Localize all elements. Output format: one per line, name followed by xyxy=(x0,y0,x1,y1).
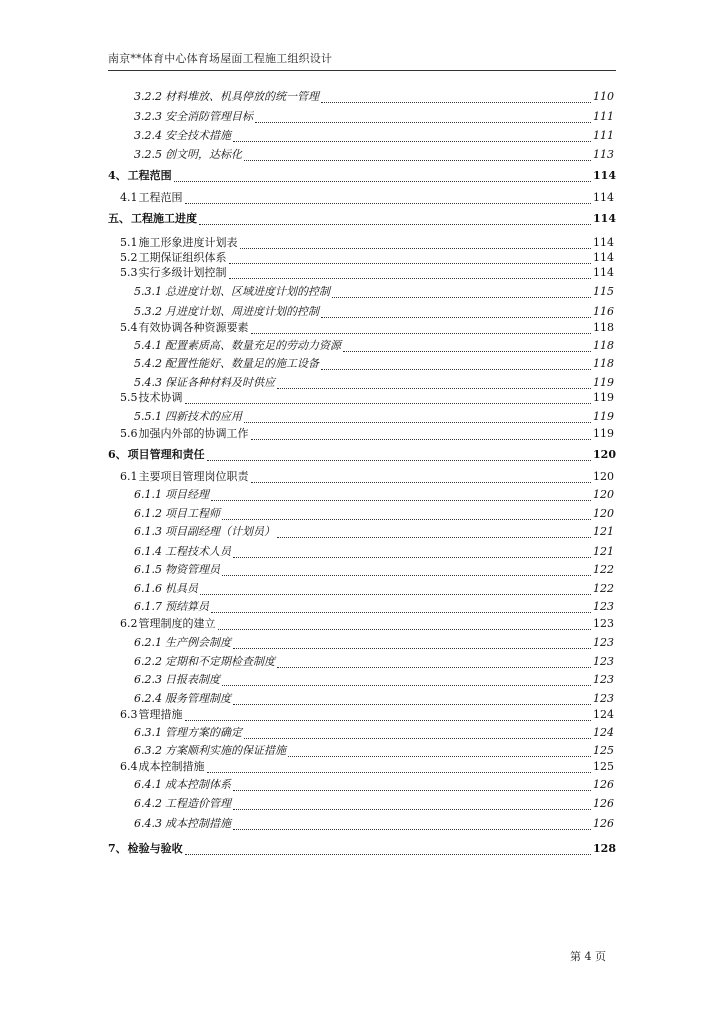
toc-leader-dots xyxy=(222,511,591,520)
page-number: 第 4 页 xyxy=(570,950,606,963)
toc-entry-number: 3.2.2 xyxy=(134,90,162,103)
toc-entry-title xyxy=(134,582,198,596)
toc-leader-dots xyxy=(222,567,591,576)
toc-entry-text: 管理措施 xyxy=(138,708,183,721)
toc-leader-dots xyxy=(218,621,592,630)
toc-leader-dots xyxy=(321,361,591,370)
toc-entry-number: 6.4.2 xyxy=(134,797,162,810)
toc-entry-page: 119 xyxy=(593,427,614,440)
toc-entry-page: 110 xyxy=(593,90,614,103)
toc-entry-text: 生产例会制度 xyxy=(165,636,231,649)
toc-entry-number: 5.3.1 xyxy=(134,285,162,298)
toc-entry-number: 五、 xyxy=(108,212,130,225)
toc-entry-text: 预结算员 xyxy=(165,600,209,613)
toc-entry-number: 5.4.3 xyxy=(134,376,162,389)
toc-leader-dots xyxy=(233,549,591,558)
toc-entry-page: 123 xyxy=(593,692,614,705)
toc-entry-page: 118 xyxy=(593,357,614,370)
toc-entry[interactable] xyxy=(120,251,614,265)
toc-entry-page: 114 xyxy=(593,212,616,225)
toc-entry-title xyxy=(134,797,231,811)
toc-entry-text: 月进度计划、周进度计划的控制 xyxy=(165,305,319,318)
toc-entry-number: 6.2.3 xyxy=(134,673,162,686)
toc-entry[interactable] xyxy=(120,708,614,722)
toc-entry-text: 管理方案的确定 xyxy=(165,726,242,739)
toc-entry-title xyxy=(108,212,197,226)
toc-entry[interactable] xyxy=(134,545,614,559)
toc-entry-title xyxy=(134,410,242,424)
toc-entry-text: 保证各种材料及时供应 xyxy=(165,376,275,389)
toc-entry-page: 116 xyxy=(593,305,614,318)
toc-leader-dots xyxy=(185,195,592,204)
toc-leader-dots xyxy=(251,474,592,483)
toc-entry-title xyxy=(134,525,275,539)
toc-entry-page: 122 xyxy=(593,582,614,595)
toc-leader-dots xyxy=(277,529,591,538)
toc-entry[interactable] xyxy=(134,778,614,792)
toc-entry-page: 114 xyxy=(593,191,614,204)
toc-entry-title xyxy=(134,655,275,669)
toc-entry-text: 服务管理制度 xyxy=(165,692,231,705)
toc-entry-text: 工期保证组织体系 xyxy=(138,251,227,264)
toc-entry-title xyxy=(120,760,205,774)
toc-entry-page: 115 xyxy=(593,285,614,298)
toc-entry-page: 121 xyxy=(593,525,614,538)
toc-entry[interactable] xyxy=(134,636,614,650)
toc-entry[interactable] xyxy=(120,391,614,405)
toc-entry[interactable] xyxy=(134,563,614,577)
toc-entry[interactable] xyxy=(120,236,614,250)
toc-entry[interactable] xyxy=(134,410,614,424)
toc-entry-title xyxy=(134,357,319,371)
toc-entry-text: 方案顺利实施的保证措施 xyxy=(165,744,286,757)
toc-leader-dots xyxy=(233,801,591,810)
toc-entry-page: 123 xyxy=(593,673,614,686)
toc-entry-page: 120 xyxy=(593,507,614,520)
toc-leader-dots xyxy=(240,240,592,249)
toc-entry-title xyxy=(120,251,227,265)
toc-leader-dots xyxy=(207,452,591,461)
toc-entry[interactable] xyxy=(108,448,616,462)
toc-entry-title xyxy=(120,391,183,405)
toc-entry-title xyxy=(134,600,209,614)
toc-entry[interactable] xyxy=(134,110,614,124)
toc-entry-number: 6.1.1 xyxy=(134,488,162,501)
toc-leader-dots xyxy=(174,173,591,182)
toc-entry-title xyxy=(134,285,330,299)
toc-entry-number: 5.2 xyxy=(120,251,138,264)
toc-entry-number: 4、 xyxy=(108,169,127,182)
toc-entry-number: 4.1 xyxy=(120,191,138,204)
running-header: 南京**体育中心体育场屋面工程施工组织设计 xyxy=(108,52,333,65)
toc-entry-title xyxy=(120,321,249,335)
toc-entry-title xyxy=(120,708,183,722)
toc-entry-page: 123 xyxy=(593,617,614,630)
toc-entry-page: 118 xyxy=(593,339,614,352)
toc-entry-text: 配置素质高、数量充足的劳动力资源 xyxy=(165,339,341,352)
toc-entry-number: 5.3 xyxy=(120,266,138,279)
toc-entry-number: 6.3.1 xyxy=(134,726,162,739)
toc-entry-text: 管理制度的建立 xyxy=(138,617,216,630)
toc-entry-page: 114 xyxy=(593,266,614,279)
toc-entry-number: 5.5 xyxy=(120,391,138,404)
toc-entry[interactable] xyxy=(134,744,614,758)
toc-entry-page: 126 xyxy=(593,797,614,810)
toc-entry-number: 6.4.1 xyxy=(134,778,162,791)
toc-entry-title xyxy=(120,427,249,441)
toc-entry-title xyxy=(134,726,242,740)
toc-entry-number: 5.4.1 xyxy=(134,339,162,352)
toc-entry-text: 项目工程师 xyxy=(165,507,220,520)
toc-leader-dots xyxy=(332,289,591,298)
toc-entry-page: 113 xyxy=(593,148,614,161)
toc-entry-number: 3.2.4 xyxy=(134,129,162,142)
toc-entry-title xyxy=(134,778,231,792)
toc-entry-text: 项目副经理（计划员） xyxy=(165,525,275,538)
toc-entry-page: 120 xyxy=(593,448,616,461)
toc-entry[interactable] xyxy=(108,212,616,226)
toc-entry-title xyxy=(134,305,319,319)
toc-entry-page: 119 xyxy=(593,376,614,389)
toc-leader-dots xyxy=(233,821,591,830)
toc-entry[interactable] xyxy=(134,129,614,143)
toc-entry[interactable] xyxy=(134,339,614,353)
toc-entry-text: 工程范围 xyxy=(138,191,183,204)
toc-entry[interactable] xyxy=(134,797,614,811)
header-rule xyxy=(108,70,616,71)
toc-entry[interactable] xyxy=(134,582,614,596)
toc-entry-title xyxy=(134,90,319,104)
toc-entry-number: 6.1.3 xyxy=(134,525,162,538)
toc-entry-page: 128 xyxy=(593,842,616,855)
toc-entry-title xyxy=(134,673,220,687)
toc-entry[interactable] xyxy=(120,760,614,774)
toc-entry[interactable] xyxy=(134,507,614,521)
toc-entry-number: 5.4 xyxy=(120,321,138,334)
toc-entry-title xyxy=(120,470,249,484)
toc-leader-dots xyxy=(233,696,591,705)
toc-entry-number: 3.2.5 xyxy=(134,148,162,161)
toc-entry[interactable] xyxy=(134,305,614,319)
toc-entry-title xyxy=(120,236,238,250)
toc-entry-number: 6、 xyxy=(108,448,127,461)
toc-entry[interactable] xyxy=(120,266,614,280)
toc-leader-dots xyxy=(233,640,591,649)
toc-entry-page: 126 xyxy=(593,817,614,830)
toc-entry[interactable] xyxy=(120,191,614,205)
toc-entry-title xyxy=(134,110,253,124)
toc-leader-dots xyxy=(251,431,592,440)
toc-entry-text: 总进度计划、区域进度计划的控制 xyxy=(165,285,330,298)
toc-entry-text: 机具员 xyxy=(165,582,198,595)
toc-entry-page: 124 xyxy=(593,708,614,721)
toc-entry[interactable] xyxy=(108,842,616,856)
toc-leader-dots xyxy=(211,604,591,613)
toc-leader-dots xyxy=(233,782,591,791)
toc-entry-title xyxy=(134,376,275,390)
toc-entry-text: 成本控制措施 xyxy=(138,760,205,773)
toc-entry-title xyxy=(134,563,220,577)
toc-entry-text: 安全技术措施 xyxy=(165,129,231,142)
toc-entry-title xyxy=(134,129,231,143)
toc-leader-dots xyxy=(321,94,591,103)
toc-entry-text: 成本控制措施 xyxy=(165,817,231,830)
toc-entry-text: 项目经理 xyxy=(165,488,209,501)
toc-entry[interactable] xyxy=(108,169,616,183)
toc-entry-text: 日报表制度 xyxy=(165,673,220,686)
toc-leader-dots xyxy=(229,255,592,264)
toc-entry-page: 123 xyxy=(593,655,614,668)
toc-leader-dots xyxy=(185,846,591,855)
toc-entry[interactable] xyxy=(134,90,614,104)
toc-entry-text: 物资管理员 xyxy=(165,563,220,576)
toc-leader-dots xyxy=(229,270,592,279)
toc-entry[interactable] xyxy=(120,427,614,441)
toc-leader-dots xyxy=(277,659,591,668)
toc-entry-number: 6.2.1 xyxy=(134,636,162,649)
toc-leader-dots xyxy=(200,586,591,595)
toc-entry[interactable] xyxy=(134,525,614,539)
toc-entry-text: 有效协调各种资源要素 xyxy=(138,321,249,334)
toc-entry-title xyxy=(134,148,242,162)
toc-entry[interactable] xyxy=(120,617,614,631)
toc-entry-page: 125 xyxy=(593,760,614,773)
toc-entry-title xyxy=(108,169,172,183)
toc-entry-number: 6.4 xyxy=(120,760,138,773)
toc-entry-text: 创文明，达标化 xyxy=(165,148,242,161)
toc-entry[interactable] xyxy=(134,692,614,706)
toc-entry-page: 121 xyxy=(593,545,614,558)
toc-entry-page: 125 xyxy=(593,744,614,757)
toc-leader-dots xyxy=(185,712,592,721)
toc-entry-number: 6.4.3 xyxy=(134,817,162,830)
toc-leader-dots xyxy=(321,309,591,318)
toc-entry-number: 6.1.2 xyxy=(134,507,162,520)
toc-entry-number: 6.1.6 xyxy=(134,582,162,595)
toc-entry-text: 材料堆放、机具停放的统一管理 xyxy=(165,90,319,103)
toc-entry[interactable] xyxy=(134,357,614,371)
toc-leader-dots xyxy=(185,395,592,404)
toc-entry[interactable] xyxy=(120,321,614,335)
toc-entry-page: 118 xyxy=(593,321,614,334)
toc-leader-dots xyxy=(277,380,591,389)
toc-leader-dots xyxy=(211,492,591,501)
toc-leader-dots xyxy=(343,343,591,352)
toc-entry-number: 7、 xyxy=(108,842,127,855)
toc-entry-text: 实行多级计划控制 xyxy=(138,266,227,279)
toc-entry-page: 119 xyxy=(593,410,614,423)
toc-entry-title xyxy=(120,191,183,205)
toc-entry-title xyxy=(120,266,227,280)
toc-entry[interactable] xyxy=(134,285,614,299)
toc-entry-number: 6.3 xyxy=(120,708,138,721)
toc-leader-dots xyxy=(255,114,591,123)
toc-entry-number: 6.2.4 xyxy=(134,692,162,705)
toc-entry[interactable] xyxy=(134,817,614,831)
toc-leader-dots xyxy=(244,152,591,161)
toc-entry-title xyxy=(134,817,231,831)
toc-entry-number: 5.4.2 xyxy=(134,357,162,370)
toc-entry-page: 111 xyxy=(593,110,614,123)
toc-leader-dots xyxy=(222,677,591,686)
toc-entry-number: 6.1.5 xyxy=(134,563,162,576)
toc-entry-text: 四新技术的应用 xyxy=(165,410,242,423)
toc-entry-text: 成本控制体系 xyxy=(165,778,231,791)
toc-entry-text: 检验与验收 xyxy=(127,842,183,855)
toc-entry-text: 主要项目管理岗位职责 xyxy=(138,470,249,483)
toc-entry-title xyxy=(134,545,231,559)
toc-entry-page: 120 xyxy=(593,470,614,483)
toc-leader-dots xyxy=(207,764,592,773)
toc-entry-number: 6.2.2 xyxy=(134,655,162,668)
toc-leader-dots xyxy=(251,325,592,334)
toc-entry-page: 124 xyxy=(593,726,614,739)
toc-entry[interactable] xyxy=(134,376,614,390)
toc-entry-text: 配置性能好、数量足的施工设备 xyxy=(165,357,319,370)
toc-entry-title xyxy=(120,617,216,631)
toc-entry-text: 工程造价管理 xyxy=(165,797,231,810)
toc-entry-number: 6.2 xyxy=(120,617,138,630)
toc-entry[interactable] xyxy=(134,488,614,502)
toc-entry-page: 123 xyxy=(593,636,614,649)
toc-entry-text: 工程范围 xyxy=(127,169,172,182)
toc-entry-text: 安全消防管理目标 xyxy=(165,110,253,123)
toc-leader-dots xyxy=(233,133,591,142)
toc-entry-title xyxy=(134,339,341,353)
toc-entry-page: 114 xyxy=(593,169,616,182)
toc-entry-number: 5.3.2 xyxy=(134,305,162,318)
toc-entry-page: 114 xyxy=(593,251,614,264)
toc-entry-page: 126 xyxy=(593,778,614,791)
toc-entry-title xyxy=(134,507,220,521)
toc-entry-text: 定期和不定期检查制度 xyxy=(165,655,275,668)
toc-entry-title xyxy=(134,744,286,758)
toc-leader-dots xyxy=(244,414,591,423)
toc-entry-page: 111 xyxy=(593,129,614,142)
toc-entry-number: 5.1 xyxy=(120,236,138,249)
toc-entry-title xyxy=(108,842,183,856)
toc-entry-number: 6.1 xyxy=(120,470,138,483)
toc-entry-title xyxy=(134,636,231,650)
toc-entry-text: 施工形象进度计划表 xyxy=(138,236,238,249)
toc-entry-text: 项目管理和责任 xyxy=(127,448,205,461)
toc-entry[interactable] xyxy=(134,600,614,614)
toc-entry[interactable] xyxy=(134,655,614,669)
toc-entry-number: 5.5.1 xyxy=(134,410,162,423)
toc-entry-page: 123 xyxy=(593,600,614,613)
toc-entry-text: 工程施工进度 xyxy=(131,212,197,225)
toc-entry-page: 119 xyxy=(593,391,614,404)
toc-entry-title xyxy=(108,448,205,462)
toc-entry-number: 6.1.4 xyxy=(134,545,162,558)
toc-entry-text: 技术协调 xyxy=(138,391,183,404)
toc-leader-dots xyxy=(244,730,591,739)
toc-entry-number: 6.3.2 xyxy=(134,744,162,757)
toc-entry-number: 5.6 xyxy=(120,427,138,440)
toc-entry[interactable] xyxy=(134,726,614,740)
toc-entry[interactable] xyxy=(134,148,614,162)
toc-entry-text: 加强内外部的协调工作 xyxy=(138,427,249,440)
toc-leader-dots xyxy=(288,748,591,757)
toc-entry-title xyxy=(134,692,231,706)
toc-entry-page: 120 xyxy=(593,488,614,501)
toc-entry-number: 6.1.7 xyxy=(134,600,162,613)
toc-entry[interactable] xyxy=(120,470,614,484)
toc-entry-text: 工程技术人员 xyxy=(165,545,231,558)
toc-entry-page: 114 xyxy=(593,236,614,249)
toc-entry-page: 122 xyxy=(593,563,614,576)
toc-leader-dots xyxy=(199,216,591,225)
toc-entry-title xyxy=(134,488,209,502)
toc-entry[interactable] xyxy=(134,673,614,687)
toc-entry-number: 3.2.3 xyxy=(134,110,162,123)
